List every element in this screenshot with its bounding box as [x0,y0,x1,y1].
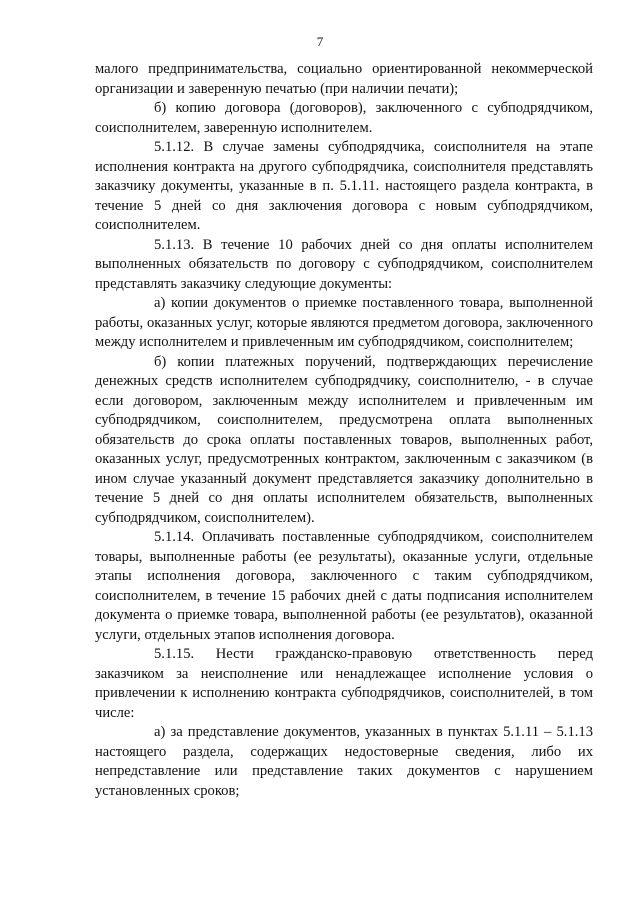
paragraph-5-1-15: 5.1.15. Нести гражданско-правовую ответственность перед заказчиком за неисполнение или ненадлежащее исполнение условия о привлечении к исполнению контракта субподрядчиков, соисполнителей, в том числе: [95,646,593,721]
paragraph-5-1-13: 5.1.13. В течение 10 рабочих дней со дня оплаты исполнителем выполненных обязательств по договору с субподрядчиком, соисполнителем представлять заказчику следующие документы: [95,236,593,292]
paragraph-a-acceptance-docs: а) копии документов о приемке поставленного товара, выполненной работы, оказанных услуг, которые являются предметом договора, заключенного между исполнителем и привлеченным им субподрядчиком, соисполнителем; [95,295,593,350]
page-number: 7 [316,34,324,49]
paragraph-5-1-14: 5.1.14. Оплачивать поставленные субподрядчиком, соисполнителем товары, выполненные работы (ее результаты), оказанные услуги, отдельные этапы исполнения договора, заключенного с таким субподрядчиком, соисполнителем, в течение 15 рабочих дней с даты подписания исполнителем документа о приемке товара, выполненной работы (ее результатов), оказанной услуги, отдельных этапов исполнения договора. [95,529,593,643]
paragraph-b-payment-orders: б) копии платежных поручений, подтверждающих перечисление денежных средств исполнителем субподрядчику, соисполнителю, - в случае если договором, заключенным между исполнителем и привлеченным им субподрядчиком, соисполнителем, предусмотрена оплата выполненных обязательств до срока оплаты поставленных товаров, выполненных работ, оказанных услуг, предусмотренных контрактом, заключенным с заказчиком (в ином случае указанный документ представляется заказчику дополнительно в течение 5 дней со дня оплаты исполнителем обязательств, выполненных субподрядчиком, соисполнителем). [95,353,593,526]
paragraph-5-1-12: 5.1.12. В случае замены субподрядчика, соисполнителя на этапе исполнения контракта на другого субподрядчика, соисполнителя представлять заказчику документы, указанные в п. 5.1.11. настоящего раздела контракта, в течение 5 дней со дня заключения договора с новым субподрядчиком, соисполнителем. [95,139,593,233]
document-body [95,60,593,801]
paragraph-a-false-info: а) за представление документов, указанных в пунктах 5.1.11 – 5.1.13 настоящего раздела, содержащих недостоверные сведения, либо их непредставление или представление таких документов с нарушением установленных сроков; [95,724,593,799]
paragraph-b-copy-contract: б) копию договора (договоров), заключенного с субподрядчиком, соисполнителем, заверенную исполнителем. [95,100,593,136]
paragraph-continuation: малого предпринимательства, социально ориентированной некоммерческой организации и заверенную печатью (при наличии печати); [95,61,593,97]
